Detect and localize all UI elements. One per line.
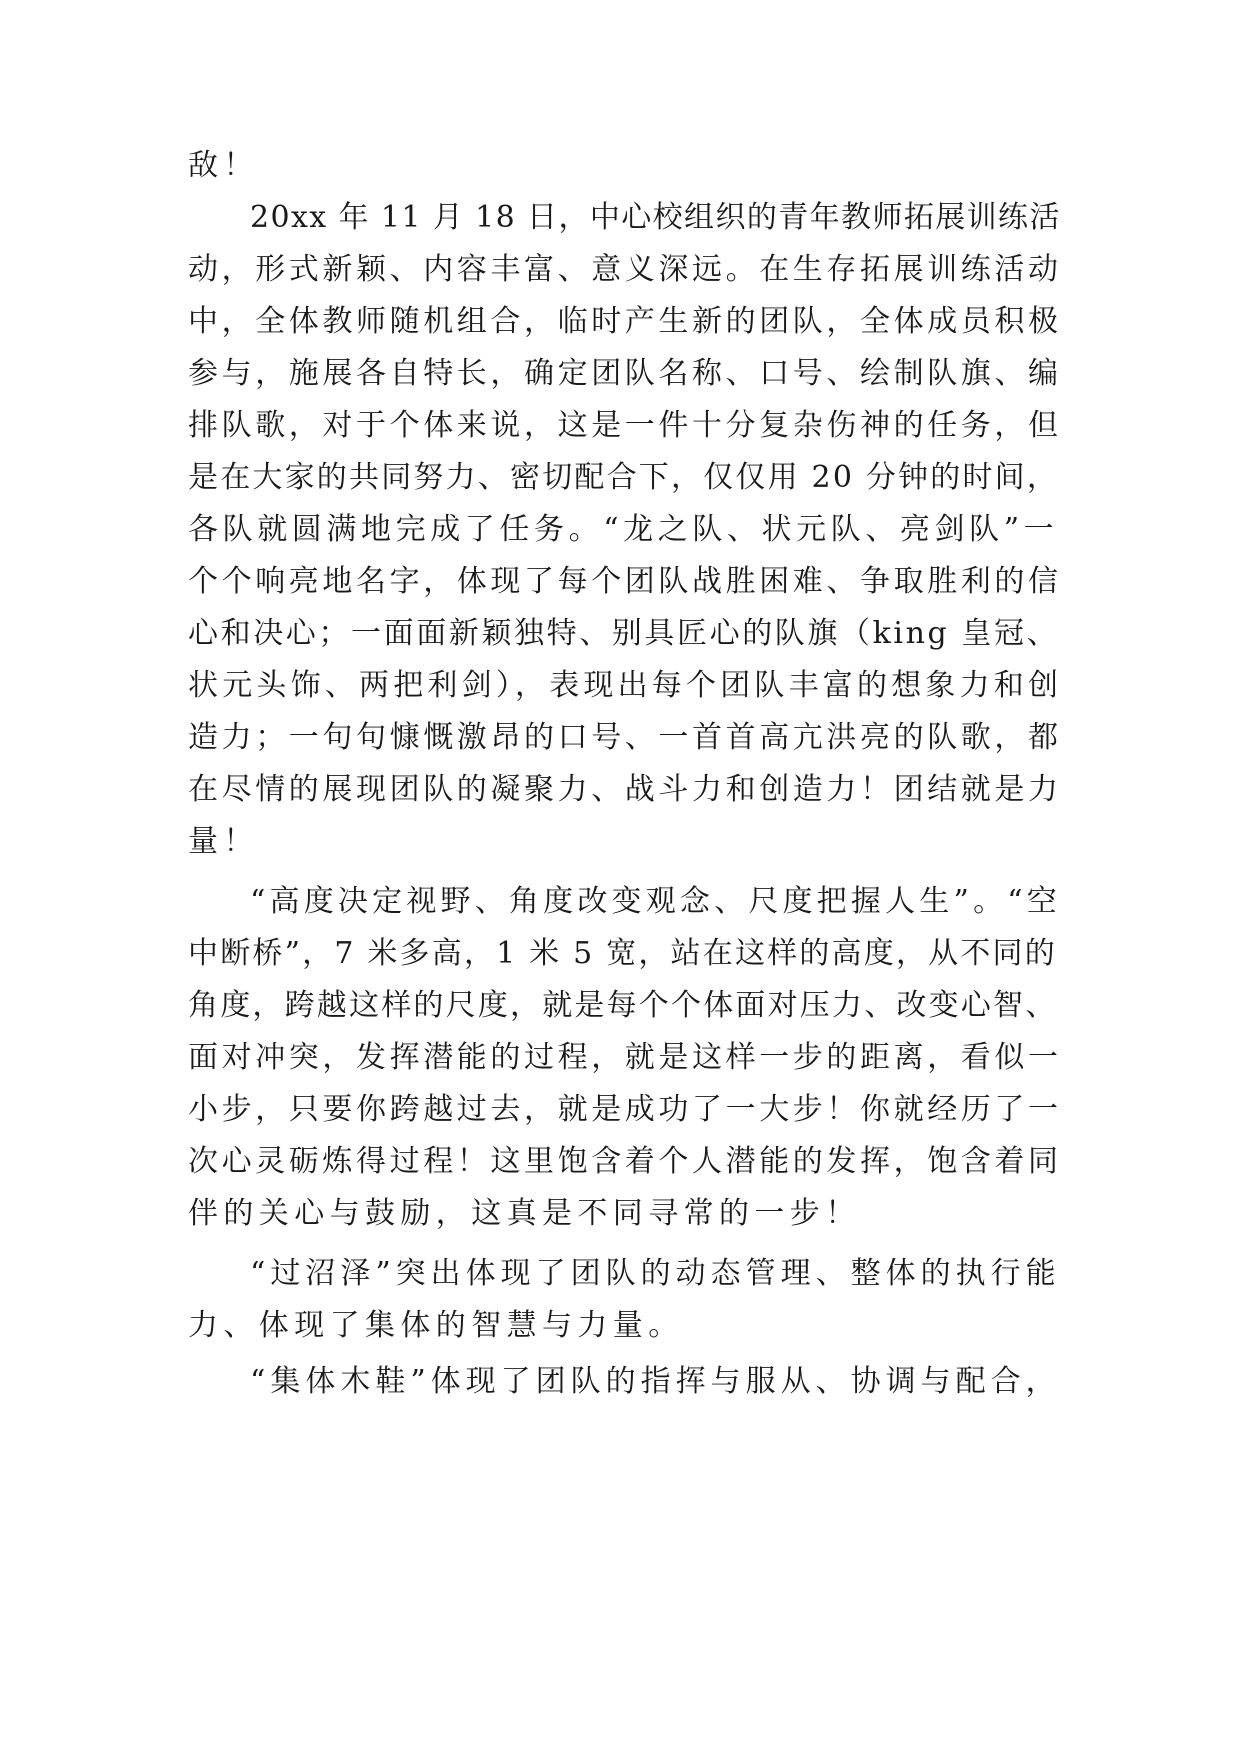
- text-line: 力、体现了集体的智慧与力量。: [188, 1308, 684, 1343]
- text-line: 动，形式新颖、内容丰富、意义深远。在生存拓展训练活动: [188, 252, 1062, 287]
- text-line: 心和决心；一面面新颖独特、别具匠心的队旗（king 皇冠、: [188, 616, 1060, 651]
- text-line: 个个响亮地名字，体现了每个团队战胜困难、争取胜利的信: [188, 564, 1062, 599]
- paragraph-first-line: “过沼泽”突出体现了团队的动态管理、整体的执行能: [250, 1256, 1061, 1291]
- text-line: 次心灵砺炼得过程！这里饱含着个人潜能的发挥，饱含着同: [188, 1144, 1062, 1179]
- text-line: 排队歌，对于个体来说，这是一件十分复杂伤神的任务，但: [188, 408, 1062, 443]
- text-line: 伴的关心与鼓励，这真是不同寻常的一步！: [188, 1196, 861, 1231]
- text-line: 中，全体教师随机组合，临时产生新的团队，全体成员积极: [188, 304, 1062, 339]
- text-line: 各队就圆满地完成了任务。“龙之队、状元队、亮剑队”一: [188, 512, 1059, 547]
- text-line: 小步，只要你跨越过去，就是成功了一大步！你就经历了一: [188, 1092, 1062, 1127]
- text-line: 敌！: [188, 148, 259, 183]
- text-line: 在尽情的展现团队的凝聚力、战斗力和创造力！团结就是力: [188, 772, 1062, 807]
- text-line: 参与，施展各自特长，确定团队名称、口号、绘制队旗、编: [188, 356, 1062, 391]
- text-line: 量！: [188, 824, 259, 859]
- paragraph-first-line: 20xx 年 11 月 18 日，中心校组织的青年教师拓展训练活: [250, 200, 1061, 235]
- text-line: 面对冲突，发挥潜能的过程，就是这样一步的距离，看似一: [188, 1040, 1062, 1075]
- text-line: 角度，跨越这样的尺度，就是每个个体面对压力、改变心智、: [188, 988, 1058, 1023]
- paragraph-first-line: “集体木鞋”体现了团队的指挥与服从、协调与配合，: [250, 1364, 1061, 1399]
- text-line: 中断桥”，7 米多高，1 米 5 宽，站在这样的高度，从不同的: [188, 936, 1057, 971]
- paragraph-first-line: “高度决定视野、角度改变观念、尺度把握人生”。“空: [250, 884, 1062, 919]
- text-line: 状元头饰、两把利剑），表现出每个团队丰富的想象力和创: [188, 668, 1063, 703]
- text-line: 造力；一句句慷慨激昂的口号、一首首高亢洪亮的队歌，都: [188, 720, 1062, 755]
- text-line: 是在大家的共同努力、密切配合下，仅仅用 20 分钟的时间，: [188, 460, 1060, 495]
